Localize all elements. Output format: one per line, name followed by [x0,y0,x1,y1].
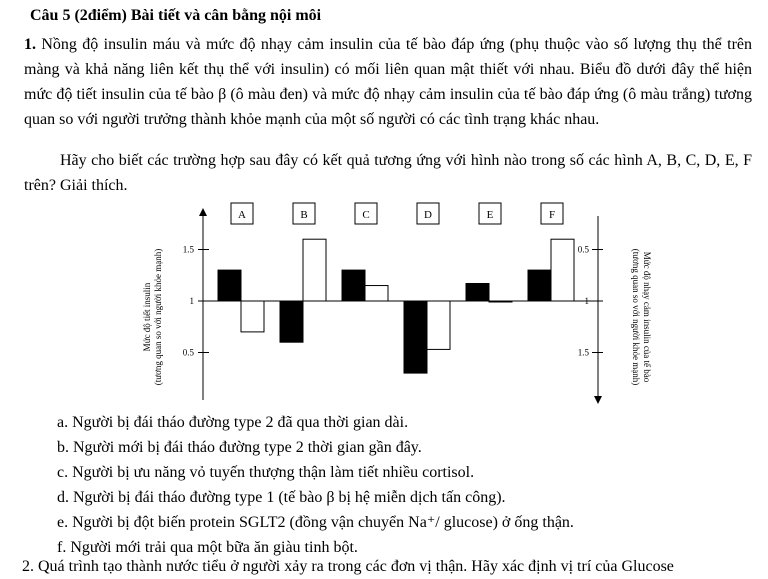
next-question-text: 2. Quá trình tạo thành nước tiểu ở người xảy ra trong các đơn vị thận. Hãy xác định vị trí của Glucose [22,558,674,575]
category-label-F: F [548,209,556,221]
intro-paragraph [24,32,752,132]
right-tick-label: 1.5 [577,347,589,358]
insulin-secretion-bar-D [404,301,427,373]
option-e: e. Người bị đột biến protein SGLT2 (đồng vận chuyển Na⁺/ glucose) ở ống thận. [57,514,574,531]
category-label-D: D [424,209,432,221]
right-tick-label: 0.5 [577,244,589,255]
option-b: b. Người mới bị đái tháo đường type 2 thời gian gần đây. [57,439,422,456]
category-label-C: C [362,209,370,221]
left-tick-label: 1 [189,296,194,306]
right-axis-label-line2: (tương quan so với người khỏe mạnh) [631,248,641,386]
insulin-sensitivity-bar-B [303,239,326,301]
options-list [57,410,574,560]
chart-category-labels [231,203,563,224]
question-title: Câu 5 (2điểm) Bài tiết và cân bằng nội môi [30,7,322,24]
intro-number: 1. [24,36,36,53]
insulin-secretion-bar-E [466,283,489,301]
insulin-sensitivity-bar-E [489,301,512,302]
right-axis-label [630,242,652,392]
option-a: a. Người bị đái tháo đường type 2 đã qua thời gian dài. [57,414,409,431]
left-axis-label-line1: Mức độ tiết insulin [142,282,152,352]
category-label-B: B [300,209,308,221]
insulin-sensitivity-bar-F [551,239,574,301]
insulin-secretion-bar-C [342,270,365,301]
category-label-E: E [486,209,494,221]
intro-text: Nồng độ insulin máu và mức độ nhạy cảm insulin của tế bào đáp ứng (phụ thuộc vào số lượng thụ thể trên màng và khả năng liên kết thụ thể với insulin) có mối liên quan mật thiết với nhau. Biểu đồ dưới đây thể hiện mức độ tiết insulin của tế bào β (ô màu đen) và mức độ nhạy cảm insulin của tế bào đáp ứng (ô màu trắng) tương quan so với người trưởng thành khỏe mạnh của một số người có các tình trạng khác nhau. [24,36,753,128]
left-axis-label-line2: (tương quan so với người khỏe mạnh) [153,248,163,386]
insulin-secretion-bar-A [218,270,241,301]
insulin-sensitivity-bar-C [365,286,388,301]
chart-canvas [140,200,670,410]
insulin-sensitivity-bar-D [427,301,450,349]
option-c: c. Người bị ưu năng vỏ tuyến thượng thận làm tiết nhiều cortisol. [57,464,475,481]
prompt-paragraph: Hãy cho biết các trường hợp sau đây có kết quả tương ứng với hình nào trong số các hình A, B, C, D, E, F trên? Giải thích. [24,152,752,194]
option-d: d. Người bị đái tháo đường type 1 (tế bào β bị hệ miễn dịch tấn công). [57,489,506,506]
insulin-secretion-bar-B [280,301,303,342]
left-tick-label: 0.5 [182,347,194,358]
left-axis-label [142,242,164,392]
insulin-secretion-bar-F [528,270,551,301]
insulin-chart [140,200,670,410]
chart-bars [218,239,574,373]
insulin-sensitivity-bar-A [241,301,264,332]
left-tick-label: 1.5 [182,244,194,255]
right-axis-label-line1: Mức độ nhạy cảm insulin của tế bào [642,251,652,383]
option-f: f. Người mới trải qua một bữa ăn giàu tinh bột. [57,539,358,556]
category-label-A: A [238,209,246,221]
right-tick-label: 1 [584,296,589,306]
